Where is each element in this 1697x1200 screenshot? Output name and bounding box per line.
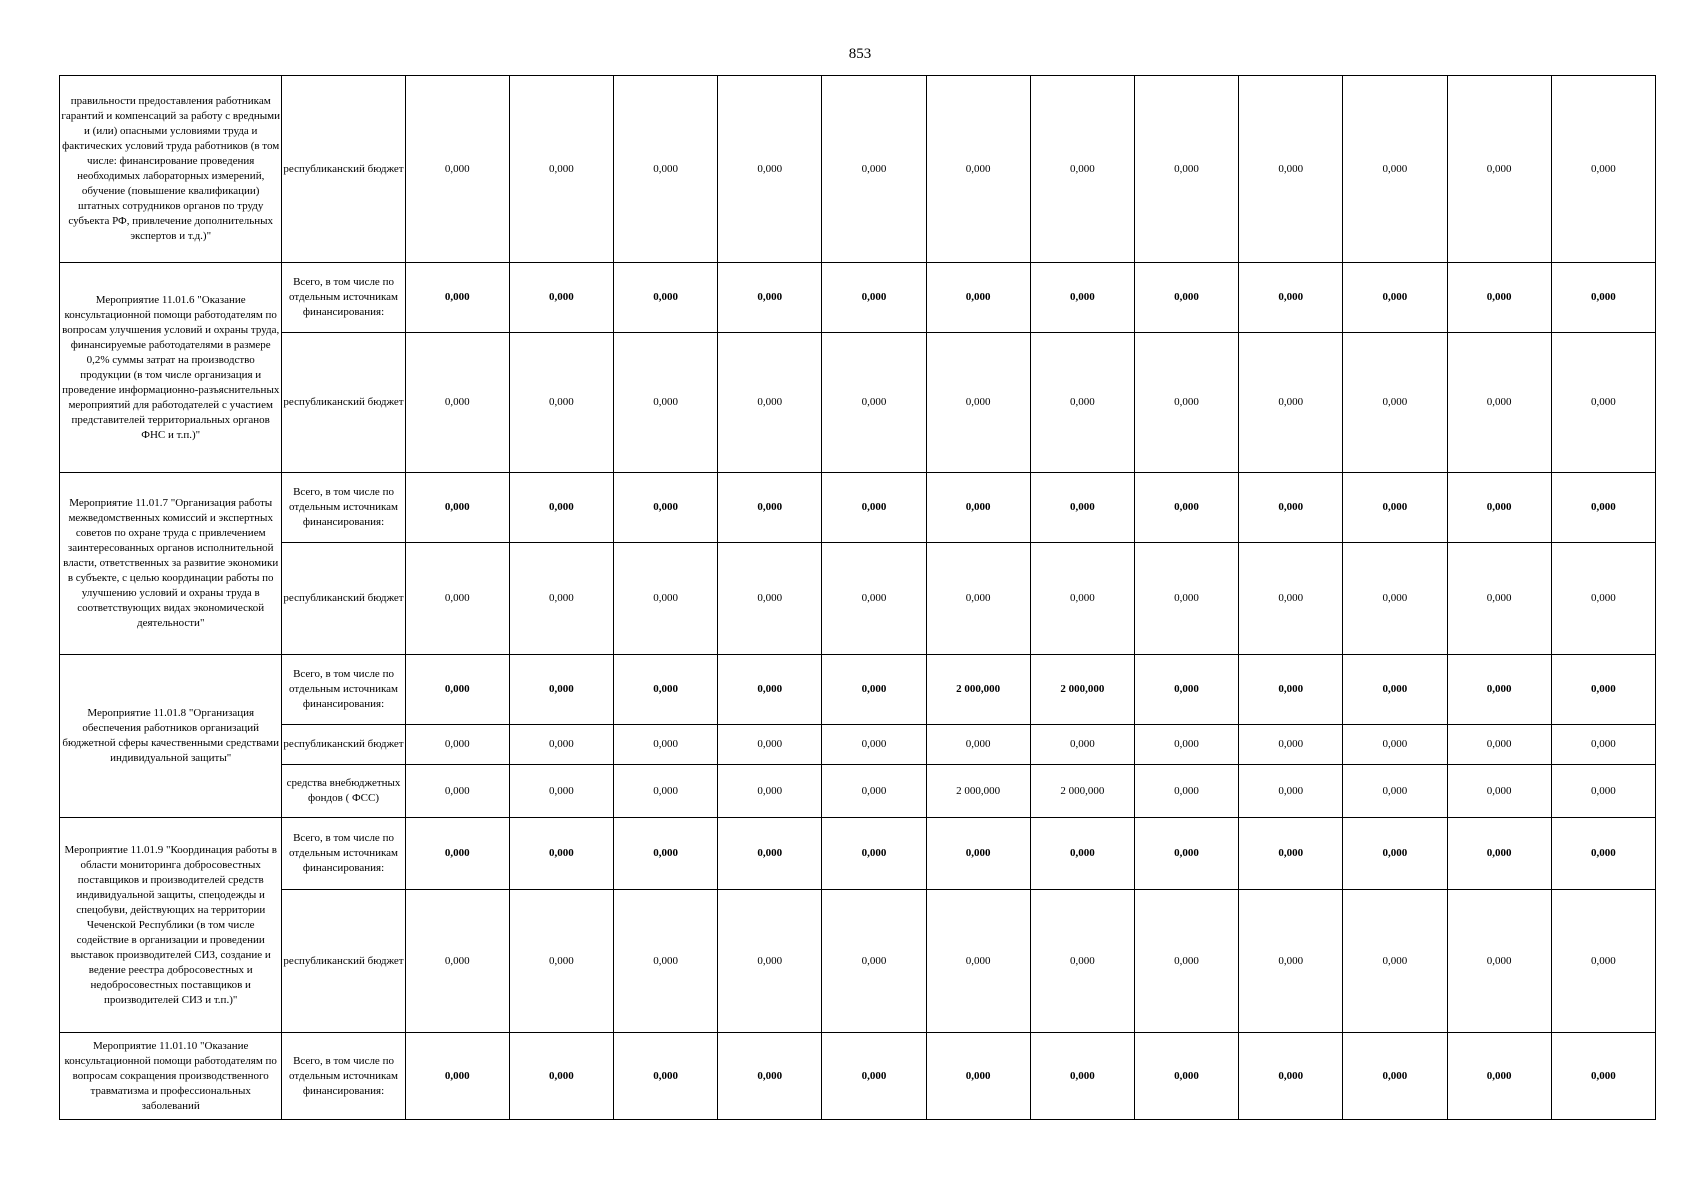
value-cell: 0,000 — [718, 333, 822, 473]
table-row — [60, 818, 1656, 890]
value-cell: 0,000 — [1343, 890, 1447, 1033]
page-number: 853 — [848, 46, 872, 62]
funding-source: Всего, в том числе по отдельным источникам финансирования: — [282, 655, 405, 725]
value-cell: 0,000 — [1551, 725, 1655, 765]
value-cell: 0,000 — [405, 76, 509, 263]
activity-description: Мероприятие 11.01.9 "Координация работы в области мониторинга добросовестных поставщиков и производителей средств индивидуальной защиты, спецодежды и спецобуви, действующих на территории Чеченской Республики (в том числе содействие в организации и проведении выставок производителей СИЗ, создание и ведение реестра добросовестных и недобросовестных поставщиков и производителей СИЗ и т.п.)" — [60, 818, 282, 1033]
value-cell: 0,000 — [1134, 818, 1238, 890]
value-cell: 0,000 — [1551, 655, 1655, 725]
value-cell: 0,000 — [1134, 473, 1238, 543]
table-row — [60, 333, 1656, 473]
value-cell: 0,000 — [1134, 333, 1238, 473]
value-cell: 0,000 — [718, 473, 822, 543]
value-cell: 0,000 — [509, 543, 613, 655]
funding-source: Всего, в том числе по отдельным источникам финансирования: — [282, 1033, 405, 1120]
value-cell: 0,000 — [509, 655, 613, 725]
value-cell: 0,000 — [1551, 890, 1655, 1033]
value-cell: 0,000 — [1551, 473, 1655, 543]
table-row — [60, 890, 1656, 1033]
value-cell: 0,000 — [509, 818, 613, 890]
value-cell: 0,000 — [1447, 543, 1551, 655]
value-cell: 0,000 — [614, 765, 718, 818]
value-cell: 0,000 — [718, 890, 822, 1033]
value-cell: 0,000 — [405, 890, 509, 1033]
value-cell: 0,000 — [926, 725, 1030, 765]
activity-description: Мероприятие 11.01.7 "Организация работы межведомственных комиссий и экспертных советов по охране труда с привлечением заинтересованных органов исполнительной власти, ответственных за развитие экономики в субъекте, с целью координации работы по улучшению условий и охраны труда в соответствующих видах экономической деятельности" — [60, 473, 282, 655]
value-cell: 0,000 — [1134, 655, 1238, 725]
value-cell: 0,000 — [926, 76, 1030, 263]
value-cell: 0,000 — [1134, 263, 1238, 333]
value-cell: 0,000 — [1030, 1033, 1134, 1120]
value-cell: 0,000 — [822, 1033, 926, 1120]
value-cell: 0,000 — [1447, 818, 1551, 890]
value-cell: 0,000 — [1239, 890, 1343, 1033]
value-cell: 0,000 — [1239, 725, 1343, 765]
value-cell: 0,000 — [1239, 473, 1343, 543]
value-cell: 0,000 — [614, 543, 718, 655]
funding-source: Всего, в том числе по отдельным источникам финансирования: — [282, 473, 405, 543]
value-cell: 0,000 — [405, 818, 509, 890]
value-cell: 0,000 — [718, 765, 822, 818]
value-cell: 0,000 — [1447, 473, 1551, 543]
value-cell: 0,000 — [926, 890, 1030, 1033]
activity-description: Мероприятие 11.01.6 "Оказание консультационной помощи работодателям по вопросам улучшения условий и охраны труда, финансируемые работодателями в размере 0,2% суммы затрат на производство продукции (в том числе организация и проведение информационно-разъяснительных мероприятий для работодателей с участием представителей территориальных органов ФНС и т.п.)" — [60, 263, 282, 473]
value-cell: 0,000 — [822, 333, 926, 473]
budget-table-body — [60, 76, 1656, 1120]
value-cell: 0,000 — [1030, 890, 1134, 1033]
value-cell: 0,000 — [926, 333, 1030, 473]
value-cell: 0,000 — [509, 473, 613, 543]
value-cell: 0,000 — [405, 473, 509, 543]
value-cell: 0,000 — [509, 890, 613, 1033]
value-cell: 0,000 — [1134, 543, 1238, 655]
value-cell: 0,000 — [509, 333, 613, 473]
value-cell: 0,000 — [926, 818, 1030, 890]
value-cell: 0,000 — [1239, 543, 1343, 655]
value-cell: 0,000 — [614, 655, 718, 725]
table-row — [60, 765, 1656, 818]
funding-source: республиканский бюджет — [282, 333, 405, 473]
funding-source: республиканский бюджет — [282, 725, 405, 765]
value-cell: 0,000 — [614, 333, 718, 473]
value-cell: 0,000 — [822, 543, 926, 655]
table-row — [60, 76, 1656, 263]
value-cell: 0,000 — [1030, 725, 1134, 765]
value-cell: 0,000 — [509, 263, 613, 333]
value-cell: 0,000 — [1551, 1033, 1655, 1120]
value-cell: 0,000 — [1343, 725, 1447, 765]
value-cell: 0,000 — [509, 76, 613, 263]
value-cell: 0,000 — [718, 76, 822, 263]
activity-description: правильности предоставления работникам гарантий и компенсаций за работу с вредными и (или) опасными условиями труда и фактических условий труда работников (в том числе: финансирование проведения необходимых лабораторных измерений, обучение (повышение квалификации) штатных сотрудников органов по труду субъекта РФ, привлечение дополнительных экспертов и т.д.)" — [60, 76, 282, 263]
value-cell: 0,000 — [822, 890, 926, 1033]
value-cell: 0,000 — [1343, 473, 1447, 543]
value-cell: 0,000 — [1239, 263, 1343, 333]
value-cell: 0,000 — [1343, 655, 1447, 725]
funding-source: республиканский бюджет — [282, 76, 405, 263]
value-cell: 0,000 — [1030, 263, 1134, 333]
value-cell: 0,000 — [1134, 725, 1238, 765]
table-row — [60, 655, 1656, 725]
value-cell: 0,000 — [1134, 765, 1238, 818]
value-cell: 0,000 — [1447, 765, 1551, 818]
value-cell: 0,000 — [926, 543, 1030, 655]
value-cell: 0,000 — [1343, 818, 1447, 890]
value-cell: 0,000 — [822, 818, 926, 890]
funding-source: Всего, в том числе по отдельным источникам финансирования: — [282, 818, 405, 890]
value-cell: 0,000 — [718, 1033, 822, 1120]
value-cell: 0,000 — [509, 725, 613, 765]
value-cell: 0,000 — [1343, 543, 1447, 655]
table-row — [60, 543, 1656, 655]
value-cell: 0,000 — [1239, 1033, 1343, 1120]
value-cell: 0,000 — [1030, 76, 1134, 263]
value-cell: 0,000 — [1551, 543, 1655, 655]
value-cell: 0,000 — [1239, 333, 1343, 473]
value-cell: 0,000 — [1134, 1033, 1238, 1120]
activity-description: Мероприятие 11.01.8 "Организация обеспечения работников организаций бюджетной сферы качественными средствами индивидуальной защиты" — [60, 655, 282, 818]
value-cell: 0,000 — [718, 543, 822, 655]
value-cell: 0,000 — [1343, 76, 1447, 263]
value-cell: 0,000 — [405, 765, 509, 818]
value-cell: 0,000 — [1551, 76, 1655, 263]
value-cell: 0,000 — [718, 655, 822, 725]
value-cell: 0,000 — [718, 725, 822, 765]
value-cell: 0,000 — [1447, 263, 1551, 333]
value-cell: 0,000 — [1551, 333, 1655, 473]
value-cell: 0,000 — [614, 890, 718, 1033]
budget-table — [59, 75, 1656, 1120]
value-cell: 0,000 — [926, 1033, 1030, 1120]
value-cell: 0,000 — [1134, 76, 1238, 263]
value-cell: 0,000 — [405, 725, 509, 765]
value-cell: 0,000 — [1030, 543, 1134, 655]
value-cell: 0,000 — [1030, 473, 1134, 543]
value-cell: 0,000 — [1551, 263, 1655, 333]
value-cell: 0,000 — [1447, 890, 1551, 1033]
value-cell: 0,000 — [614, 473, 718, 543]
value-cell: 0,000 — [822, 473, 926, 543]
value-cell: 0,000 — [405, 543, 509, 655]
value-cell: 0,000 — [405, 655, 509, 725]
value-cell: 0,000 — [1030, 333, 1134, 473]
value-cell: 0,000 — [1551, 818, 1655, 890]
value-cell: 0,000 — [1239, 765, 1343, 818]
value-cell: 0,000 — [1551, 765, 1655, 818]
value-cell: 2 000,000 — [926, 765, 1030, 818]
value-cell: 0,000 — [1447, 1033, 1551, 1120]
value-cell: 2 000,000 — [1030, 655, 1134, 725]
value-cell: 0,000 — [1343, 1033, 1447, 1120]
value-cell: 0,000 — [718, 818, 822, 890]
value-cell: 0,000 — [1239, 655, 1343, 725]
value-cell: 0,000 — [405, 263, 509, 333]
value-cell: 0,000 — [718, 263, 822, 333]
value-cell: 0,000 — [614, 263, 718, 333]
value-cell: 0,000 — [509, 1033, 613, 1120]
value-cell: 0,000 — [926, 473, 1030, 543]
table-row — [60, 725, 1656, 765]
value-cell: 0,000 — [405, 333, 509, 473]
funding-source: Всего, в том числе по отдельным источникам финансирования: — [282, 263, 405, 333]
value-cell: 0,000 — [614, 818, 718, 890]
value-cell: 2 000,000 — [926, 655, 1030, 725]
value-cell: 0,000 — [614, 1033, 718, 1120]
funding-source: средства внебюджетных фондов ( ФСС) — [282, 765, 405, 818]
value-cell: 0,000 — [1343, 333, 1447, 473]
value-cell: 0,000 — [822, 765, 926, 818]
value-cell: 0,000 — [405, 1033, 509, 1120]
activity-description: Мероприятие 11.01.10 "Оказание консультационной помощи работодателям по вопросам сокращения производственного травматизма и профессиональных заболеваний — [60, 1033, 282, 1120]
value-cell: 0,000 — [1343, 765, 1447, 818]
table-row — [60, 1033, 1656, 1120]
value-cell: 0,000 — [1447, 76, 1551, 263]
table-row — [60, 473, 1656, 543]
value-cell: 0,000 — [822, 263, 926, 333]
value-cell: 0,000 — [1447, 333, 1551, 473]
value-cell: 0,000 — [1030, 818, 1134, 890]
value-cell: 0,000 — [822, 655, 926, 725]
funding-source: республиканский бюджет — [282, 543, 405, 655]
value-cell: 0,000 — [1239, 818, 1343, 890]
value-cell: 0,000 — [822, 76, 926, 263]
value-cell: 0,000 — [614, 76, 718, 263]
value-cell: 0,000 — [926, 263, 1030, 333]
table-row — [60, 263, 1656, 333]
value-cell: 0,000 — [1134, 890, 1238, 1033]
value-cell: 0,000 — [1447, 655, 1551, 725]
value-cell: 0,000 — [1239, 76, 1343, 263]
value-cell: 0,000 — [1447, 725, 1551, 765]
funding-source: республиканский бюджет — [282, 890, 405, 1033]
value-cell: 0,000 — [509, 765, 613, 818]
value-cell: 0,000 — [614, 725, 718, 765]
value-cell: 0,000 — [1343, 263, 1447, 333]
value-cell: 0,000 — [822, 725, 926, 765]
value-cell: 2 000,000 — [1030, 765, 1134, 818]
